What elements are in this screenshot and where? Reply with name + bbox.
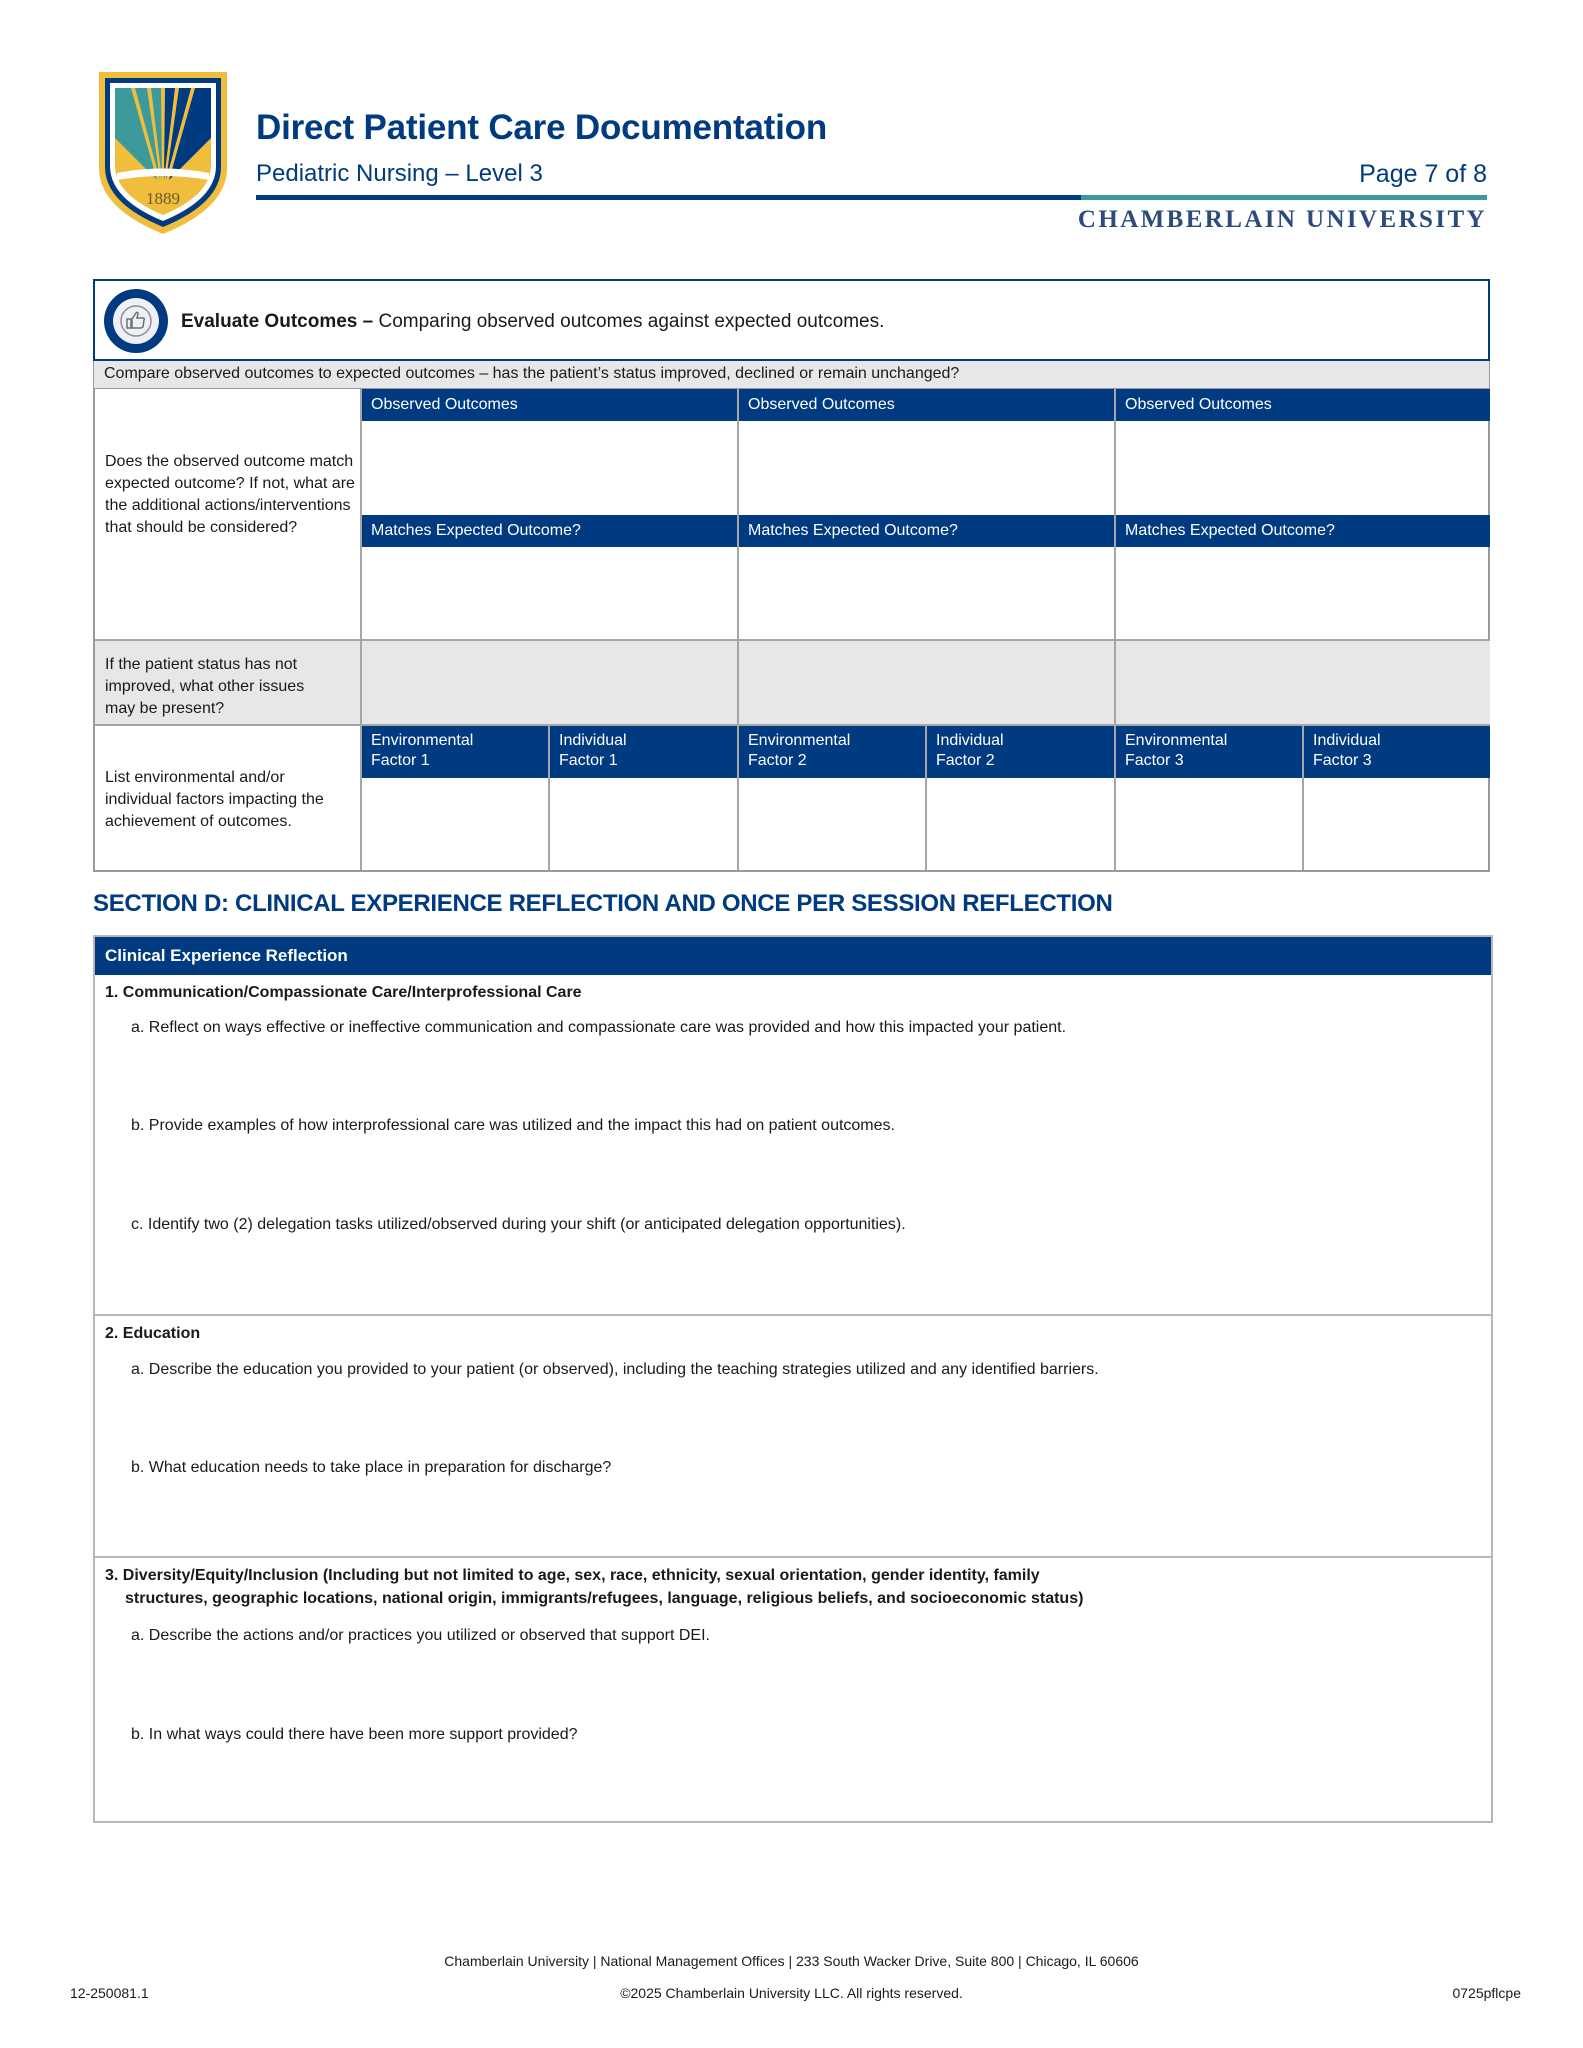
grid-divider [1114,389,1116,870]
document-title: Direct Patient Care Documentation [256,108,828,147]
question-3a: a. Describe the actions and/or practices you utilized or observed that support DEI. [131,1627,710,1644]
observed-outcome-field-2[interactable] [738,421,1115,515]
compare-prompt: Compare observed outcomes to expected outcomes – has the patient’s status improved, declined or remain unchanged? [93,361,1490,389]
question-divider [95,1556,1491,1558]
footer-doc-id: 12-250081.1 [70,1985,149,2001]
grid-divider [737,389,739,870]
observed-outcome-field-3[interactable] [1115,421,1490,515]
header-rule [256,195,1487,200]
other-issues-field-3[interactable] [1115,640,1490,725]
row-label-match-outcome: Does the observed outcome match expected outcome? If not, what are the additional actions/interventions that should be considered? [105,453,355,536]
page-number: Page 7 of 8 [1359,160,1487,188]
individual-factor-3-field[interactable] [1303,778,1490,870]
question-1a: a. Reflect on ways effective or ineffective communication and compassionate care was provided and how this impacted your patient. [131,1019,1067,1036]
university-shield-logo [95,68,231,236]
environmental-factor-2-header: Environmental Factor 2 [738,725,926,778]
row-label-factors: List environmental and/or individual factors impacting the achievement of outcomes. [105,769,324,830]
grid-divider [95,724,1490,726]
university-wordmark: CHAMBERLAIN UNIVERSITY [1077,206,1487,233]
thumbs-up-icon [104,289,168,353]
observed-outcomes-header-1: Observed Outcomes [361,389,738,421]
matches-expected-field-3[interactable] [1115,547,1490,640]
grid-divider [360,389,362,870]
question-1-title: 1. Communication/Compassionate Care/Interprofessional Care [105,984,582,1001]
environmental-factor-3-header: Environmental Factor 3 [1115,725,1303,778]
matches-expected-field-1[interactable] [361,547,738,640]
other-issues-field-2[interactable] [738,640,1115,725]
question-2-title: 2. Education [105,1325,201,1342]
evaluate-outcomes-title: Evaluate Outcomes – Comparing observed outcomes against expected outcomes. [181,311,885,332]
grid-divider [548,725,550,870]
question-1c: c. Identify two (2) delegation tasks utilized/observed during your shift (or anticipated delegation opportunities). [131,1216,906,1233]
grid-divider [1302,725,1304,870]
environmental-factor-1-field[interactable] [361,778,549,870]
grid-divider [925,725,927,870]
clinical-reflection-box [93,935,1493,1823]
footer-copyright: ©2025 Chamberlain University LLC. All rights reserved. [620,1985,963,2001]
matches-expected-header-1: Matches Expected Outcome? [361,515,738,547]
individual-factor-1-field[interactable] [549,778,738,870]
footer-address: Chamberlain University | National Management Offices | 233 South Wacker Drive, Suite 800 | Chicago, IL 60606 [444,1953,1139,1969]
individual-factor-3-header: Individual Factor 3 [1303,725,1490,778]
observed-outcome-field-1[interactable] [361,421,738,515]
question-3-title: 3. Diversity/Equity/Inclusion (Including but not limited to age, sex, race, ethnicity, sexual orientation, gender identity, family structures, geographic locations, national origin, immigrants/refugees, language, religious beliefs, and socioeconomic status) [105,1567,1084,1607]
matches-expected-field-2[interactable] [738,547,1115,640]
other-issues-field-1[interactable] [361,640,738,725]
row-label-other-issues: If the patient status has not improved, what other issues may be present? [105,656,305,717]
individual-factor-2-field[interactable] [926,778,1115,870]
outcomes-table [93,389,1490,872]
question-1b: b. Provide examples of how interprofessional care was utilized and the impact this had on patient outcomes. [131,1117,895,1134]
clinical-reflection-header: Clinical Experience Reflection [95,937,1491,975]
question-2a: a. Describe the education you provided to your patient (or observed), including the teaching strategies utilized and any identified barriers. [131,1361,1099,1378]
svg-text:1889: 1889 [146,189,180,208]
observed-outcomes-header-3: Observed Outcomes [1115,389,1490,421]
grid-divider [95,639,1490,641]
footer-code: 0725pflcpe [1452,1985,1521,2001]
question-divider [95,1314,1491,1316]
document-subtitle: Pediatric Nursing – Level 3 [256,160,543,187]
question-2b: b. What education needs to take place in preparation for discharge? [131,1459,612,1476]
individual-factor-2-header: Individual Factor 2 [926,725,1115,778]
question-3b: b. In what ways could there have been more support provided? [131,1726,578,1743]
matches-expected-header-2: Matches Expected Outcome? [738,515,1115,547]
environmental-factor-3-field[interactable] [1115,778,1303,870]
environmental-factor-2-field[interactable] [738,778,926,870]
matches-expected-header-3: Matches Expected Outcome? [1115,515,1490,547]
section-d-heading: SECTION D: CLINICAL EXPERIENCE REFLECTION AND ONCE PER SESSION REFLECTION [93,890,1113,917]
observed-outcomes-header-2: Observed Outcomes [738,389,1115,421]
individual-factor-1-header: Individual Factor 1 [549,725,738,778]
evaluate-outcomes-header [93,279,1490,361]
environmental-factor-1-header: Environmental Factor 1 [361,725,549,778]
